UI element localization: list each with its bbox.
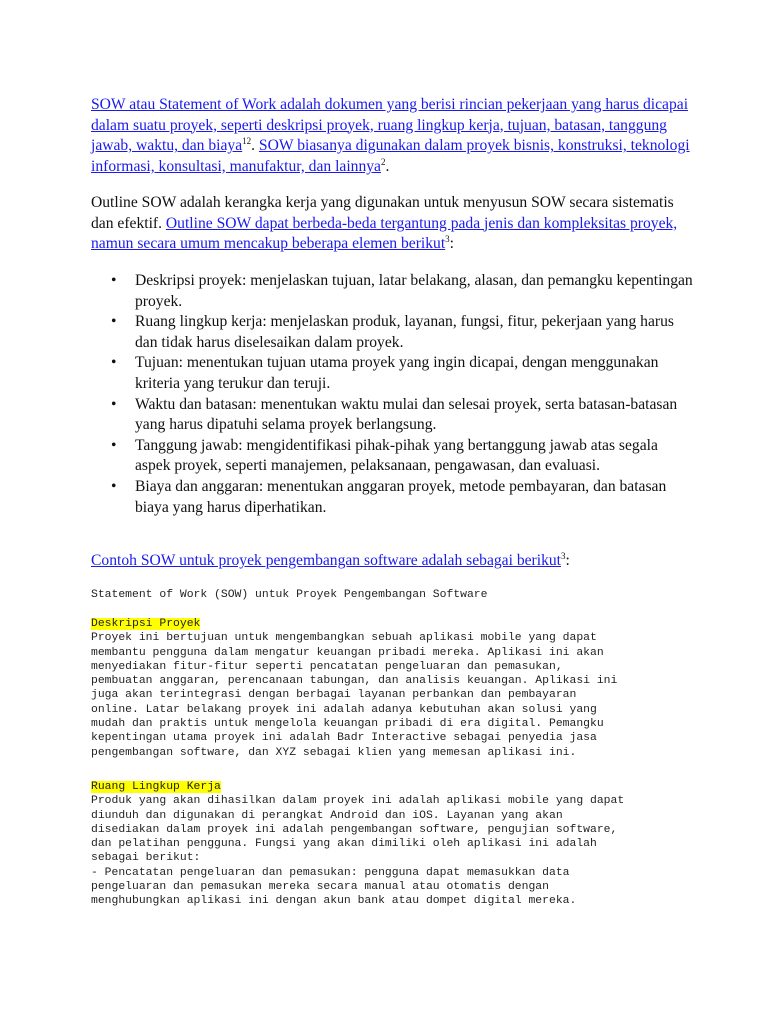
bullet-icon: • xyxy=(111,436,117,454)
intro-separator: . xyxy=(251,137,259,155)
bullet-icon: • xyxy=(111,272,117,289)
outline-end: : xyxy=(449,235,455,253)
code-section-ruang-lingkup xyxy=(91,780,624,909)
list-item-text: Tanggung jawab: mengidentifikasi pihak-pihak yang bertanggung jawab atas segala aspek proyek, seperti manajemen, pelaksanaan, pengawasan, dan evaluasi. xyxy=(135,436,658,475)
example-paragraph xyxy=(91,551,691,572)
example-link[interactable]: Contoh SOW untuk proyek pengembangan software adalah sebagai berikut xyxy=(91,552,561,569)
citation-12[interactable]: 12 xyxy=(242,136,252,146)
intro-end: . xyxy=(385,157,390,175)
list-item xyxy=(111,477,695,518)
list-item xyxy=(111,353,695,394)
outline-bullet-list xyxy=(110,271,695,518)
section-heading-ruang-lingkup: Ruang Lingkup Kerja xyxy=(91,781,221,793)
code-title: Statement of Work (SOW) untuk Proyek Pengembangan Software xyxy=(91,589,488,601)
intro-link-definition[interactable]: SOW atau Statement of Work adalah dokumen yang berisi rincian pekerjaan yang harus dicapai dalam suatu proyek, seperti deskripsi proyek, ruang lingkup kerja, tujuan, batasan, tanggung jawab, waktu, dan biaya xyxy=(91,96,689,155)
list-item xyxy=(111,271,695,312)
list-item-text: Biaya dan anggaran: menentukan anggaran proyek, metode pembayaran, dan batasan biaya yang harus diperhatikan. xyxy=(135,477,667,516)
intro-link-usage[interactable]: SOW biasanya digunakan dalam proyek bisnis, konstruksi, teknologi informasi, konsultasi, manufaktur, dan lainnya xyxy=(91,137,690,175)
intro-paragraph xyxy=(91,95,691,177)
list-item xyxy=(111,312,695,353)
code-section-deskripsi xyxy=(91,617,617,760)
outline-text: Outline SOW adalah kerangka kerja yang digunakan untuk menyusun SOW secara sistematis dan efektif. xyxy=(91,194,674,232)
list-item-text: Ruang lingkup kerja: menjelaskan produk, layanan, fungsi, fitur, pekerjaan yang harus dan tidak harus diselesaikan dalam proyek. xyxy=(135,313,674,351)
citation-3-example[interactable]: 3 xyxy=(561,550,566,561)
section-heading-deskripsi: Deskripsi Proyek xyxy=(91,618,201,630)
list-item xyxy=(111,395,695,436)
bullet-icon: • xyxy=(111,395,117,413)
outline-paragraph xyxy=(91,193,691,255)
citation-3[interactable]: 3 xyxy=(445,234,450,244)
bullet-icon: • xyxy=(111,477,117,495)
example-end: : xyxy=(565,552,570,569)
section-body-deskripsi: Proyek ini bertujuan untuk mengembangkan sebuah aplikasi mobile yang dapat membantu pengguna dalam mengatur keuangan pribadi mereka. Aplikasi ini akan menyediakan fitur-fitur seperti pencatatan pengeluaran dan pemasukan, pembuatan anggaran, perencanaan tabungan, dan analisis keuangan. Aplikasi ini juga akan terintegrasi dengan berbagai layanan perbankan dan pembayaran online. Latar belakang proyek ini adalah adanya kebutuhan akan solusi yang mudah dan praktis untuk mengelola keuangan pribadi di era digital. Pemangku kepentingan utama proyek ini adalah Badr Interactive sebagai penyedia jasa pengembangan software, dan XYZ sebagai klien yang memesan aplikasi ini. xyxy=(91,632,618,759)
section-body-ruang-lingkup: Produk yang akan dihasilkan dalam proyek ini adalah aplikasi mobile yang dapat diunduh dan digunakan di perangkat Android dan iOS. Layanan yang akan disediakan dalam proyek ini adalah pengembangan software, pengujian software, dan pelatihan pengguna. Fungsi yang akan dimiliki oleh aplikasi ini adalah sebagai berikut: - Pencatatan pengeluaran dan pemasukan: pengguna dapat memasukkan data pengeluaran dan pemasukan mereka secara manual atau otomatis dengan menghubungkan aplikasi ini dengan akun bank atau dompet digital mereka. xyxy=(91,795,625,908)
outline-link[interactable]: Outline SOW dapat berbeda-beda tergantung pada jenis dan kompleksitas proyek, namun secara umum mencakup beberapa elemen berikut xyxy=(91,214,678,253)
list-item-text: Deskripsi proyek: menjelaskan tujuan, latar belakang, alasan, dan pemangku kepentingan proyek. xyxy=(135,272,693,310)
list-item-text: Waktu dan batasan: menentukan waktu mulai dan selesai proyek, serta batasan-batasan yang harus dipatuhi selama proyek berlangsung. xyxy=(135,395,678,434)
bullet-icon: • xyxy=(111,313,117,331)
bullet-icon: • xyxy=(111,354,117,372)
list-item-text: Tujuan: menentukan tujuan utama proyek yang ingin dicapai, dengan menggunakan kriteria yang terukur dan teruji. xyxy=(135,354,659,392)
citation-2[interactable]: 2 xyxy=(380,156,386,167)
list-item xyxy=(111,436,695,477)
